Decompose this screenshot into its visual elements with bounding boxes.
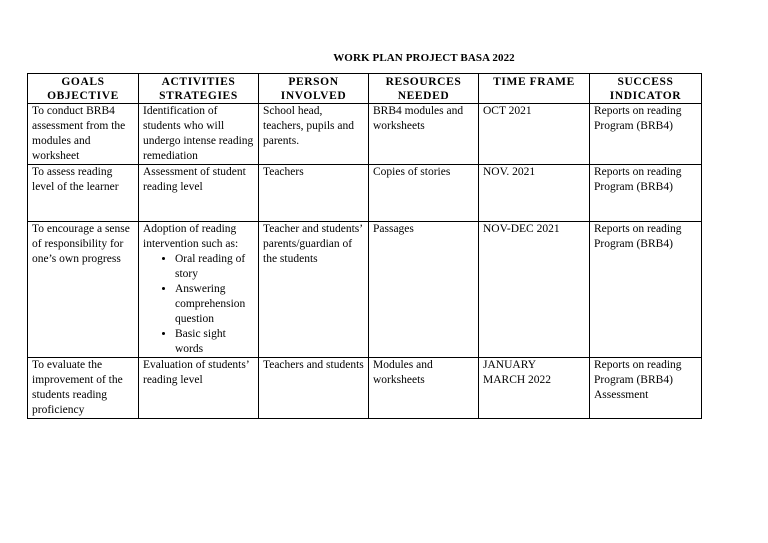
activity-cell: Assessment of student reading level bbox=[139, 165, 259, 222]
activity-cell: Evaluation of students’ reading level bbox=[139, 358, 259, 419]
indicator-cell: Reports on reading Program (BRB4) bbox=[590, 165, 702, 222]
goal-cell: To assess reading level of the learner bbox=[28, 165, 139, 222]
indicator-cell: Reports on reading Program (BRB4) Assessment bbox=[590, 358, 702, 419]
list-item: • Basic sight words bbox=[175, 327, 254, 357]
list-item: • Answering comprehension question bbox=[175, 282, 254, 327]
list-item: • Oral reading of story bbox=[175, 252, 254, 282]
header-time-frame: TIME FRAME bbox=[479, 74, 590, 104]
time-frame-cell: NOV-DEC 2021 bbox=[479, 222, 590, 358]
goal-cell: To encourage a sense of responsibility for one’s own progress bbox=[28, 222, 139, 358]
header-success-indicator: SUCCESS INDICATOR bbox=[590, 74, 702, 104]
resources-cell: BRB4 modules and worksheets bbox=[369, 104, 479, 165]
resources-cell: Modules and worksheets bbox=[369, 358, 479, 419]
work-plan-table bbox=[27, 73, 702, 419]
time-frame-cell: JANUARY MARCH 2022 bbox=[479, 358, 590, 419]
activity-cell: Identification of students who will undergo intense reading remediation bbox=[139, 104, 259, 165]
resources-cell: Copies of stories bbox=[369, 165, 479, 222]
time-frame-cell: OCT 2021 bbox=[479, 104, 590, 165]
person-cell: Teachers bbox=[259, 165, 369, 222]
header-goals-objective: GOALS OBJECTIVE bbox=[28, 74, 139, 104]
strategy-list bbox=[143, 252, 254, 357]
resources-cell: Passages bbox=[369, 222, 479, 358]
indicator-cell: Reports on reading Program (BRB4) bbox=[590, 104, 702, 165]
goal-cell: To conduct BRB4 assessment from the modules and worksheet bbox=[28, 104, 139, 165]
table-row bbox=[28, 222, 702, 358]
time-frame-cell: NOV. 2021 bbox=[479, 165, 590, 222]
indicator-cell: Reports on reading Program (BRB4) bbox=[590, 222, 702, 358]
header-activities-strategies: ACTIVITIES STRATEGIES bbox=[139, 74, 259, 104]
header-resources-needed: RESOURCES NEEDED bbox=[369, 74, 479, 104]
person-cell: Teacher and students’ parents/guardian of the students bbox=[259, 222, 369, 358]
person-cell: Teachers and students bbox=[259, 358, 369, 419]
goal-cell: To evaluate the improvement of the students reading proficiency bbox=[28, 358, 139, 419]
header-row bbox=[28, 74, 702, 104]
table-row bbox=[28, 104, 702, 165]
person-cell: School head, teachers, pupils and parents. bbox=[259, 104, 369, 165]
activity-cell: Adoption of reading intervention such as: • Oral reading of story • Answering comprehension question • Basic sight words bbox=[139, 222, 259, 358]
table-row bbox=[28, 358, 702, 419]
header-person-involved: PERSON INVOLVED bbox=[259, 74, 369, 104]
document-title: WORK PLAN PROJECT BASA 2022 bbox=[333, 52, 515, 64]
table-row bbox=[28, 165, 702, 222]
